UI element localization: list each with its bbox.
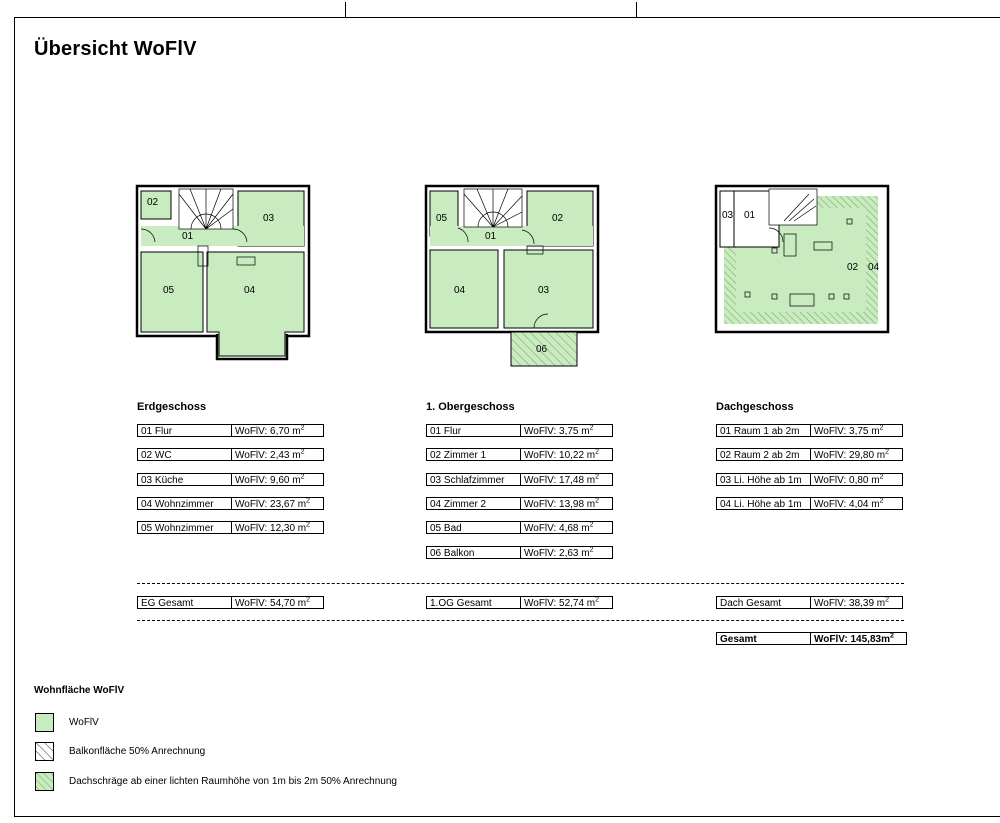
room-area: WoFlV: 3,75 $m^2$: [521, 424, 613, 437]
room-label: 03: [538, 285, 550, 296]
room-label: 03: [722, 210, 734, 221]
dashed-divider: [137, 583, 904, 584]
legend-label: WoFlV: [69, 717, 99, 728]
floorplan-dachgeschoss: [714, 184, 892, 339]
table-row: [426, 473, 613, 486]
page-title: Übersicht WoFlV: [34, 38, 197, 60]
room-name: 05 Wohnzimmer: [137, 521, 232, 534]
room-area: WoFlV: 29,80 $m^2$: [811, 448, 903, 461]
room-area: WoFlV: 4,04 $m^2$: [811, 497, 903, 510]
room-label: 05: [436, 213, 448, 224]
room-label: 03: [263, 213, 275, 224]
room-area: WoFlV: 0,80 $m^2$: [811, 473, 903, 486]
table-row: [137, 448, 324, 461]
legend-swatch-hatch-green: [35, 772, 54, 791]
room-area: WoFlV: 23,67 $m^2$: [232, 497, 324, 510]
total-area: WoFlV: 38,39 $m^2$: [811, 596, 903, 609]
room-label: 04: [454, 285, 466, 296]
table-row: [426, 424, 613, 437]
room-name: 04 Wohnzimmer: [137, 497, 232, 510]
room-label: 02: [847, 262, 859, 273]
room-label: 01: [485, 231, 497, 242]
table-row: [426, 497, 613, 510]
frame-tick: [345, 2, 346, 17]
room-name: 06 Balkon: [426, 546, 521, 559]
room-label: 06: [536, 344, 548, 355]
table-row: [137, 473, 324, 486]
floorplan-obergeschoss: [424, 184, 604, 369]
room-area: WoFlV: 2,63 $m^2$: [521, 546, 613, 559]
table-row: [716, 448, 903, 461]
room-area: WoFlV: 6,70 $m^2$: [232, 424, 324, 437]
drawing-frame: [14, 17, 1000, 817]
room-label: 02: [147, 197, 159, 208]
table-row: [426, 448, 613, 461]
room-label: 02: [552, 213, 564, 224]
total-row: [716, 596, 903, 609]
room-area: WoFlV: 12,30 $m^2$: [232, 521, 324, 534]
section-title-obergeschoss: 1. Obergeschoss: [426, 401, 515, 413]
room-area: WoFlV: 4,68 $m^2$: [521, 521, 613, 534]
room-name: 02 Raum 2 ab 2m: [716, 448, 811, 461]
table-row: [426, 546, 613, 559]
total-row: [137, 596, 324, 609]
room-name: 03 Li. Höhe ab 1m: [716, 473, 811, 486]
room-label: 04: [244, 285, 256, 296]
room-area: WoFlV: 2,43 $m^2$: [232, 448, 324, 461]
table-row: [716, 424, 903, 437]
room-area: WoFlV: 3,75 $m^2$: [811, 424, 903, 437]
room-label: 01: [182, 231, 194, 242]
room-name: 03 Küche: [137, 473, 232, 486]
legend-label: Balkonfläche 50% Anrechnung: [69, 746, 206, 757]
room-area: WoFlV: 17,48 $m^2$: [521, 473, 613, 486]
total-label: EG Gesamt: [137, 596, 232, 609]
room-label: 05: [163, 285, 175, 296]
table-row: [716, 497, 903, 510]
total-area: WoFlV: 52,74 $m^2$: [521, 596, 613, 609]
table-row: [137, 424, 324, 437]
section-title-dachgeschoss: Dachgeschoss: [716, 401, 794, 413]
room-name: 01 Raum 1 ab 2m: [716, 424, 811, 437]
table-row: [137, 521, 324, 534]
table-row: [426, 521, 613, 534]
room-label: 01: [744, 210, 756, 221]
section-title-erdgeschoss: Erdgeschoss: [137, 401, 207, 413]
grand-total-row: [716, 632, 907, 645]
room-name: 04 Li. Höhe ab 1m: [716, 497, 811, 510]
table-row: [137, 497, 324, 510]
total-label: Dach Gesamt: [716, 596, 811, 609]
room-name: 03 Schlafzimmer: [426, 473, 521, 486]
room-name: 05 Bad: [426, 521, 521, 534]
room-area: WoFlV: 10,22 $m^2$: [521, 448, 613, 461]
room-name: 01 Flur: [426, 424, 521, 437]
room-name: 02 WC: [137, 448, 232, 461]
room-name: 02 Zimmer 1: [426, 448, 521, 461]
total-row: [426, 596, 613, 609]
legend-label: Dachschräge ab einer lichten Raumhöhe von 1m bis 2m 50% Anrechnung: [69, 776, 397, 787]
legend-swatch-solid: [35, 713, 54, 732]
total-area: WoFlV: 54,70 $m^2$: [232, 596, 324, 609]
grand-total-area: WoFlV: $145,83m^2$: [811, 632, 907, 645]
dashed-divider: [137, 620, 904, 621]
room-label: 04: [868, 262, 880, 273]
legend-title: Wohnfläche WoFlV: [34, 685, 125, 696]
total-label: 1.OG Gesamt: [426, 596, 521, 609]
table-row: [716, 473, 903, 486]
floorplan-erdgeschoss: [135, 184, 313, 364]
room-area: WoFlV: 9,60 $m^2$: [232, 473, 324, 486]
legend-swatch-hatch: [35, 742, 54, 761]
room-name: 01 Flur: [137, 424, 232, 437]
grand-total-label: Gesamt: [716, 632, 811, 645]
room-name: 04 Zimmer 2: [426, 497, 521, 510]
room-area: WoFlV: 13,98 $m^2$: [521, 497, 613, 510]
frame-tick: [636, 2, 637, 17]
